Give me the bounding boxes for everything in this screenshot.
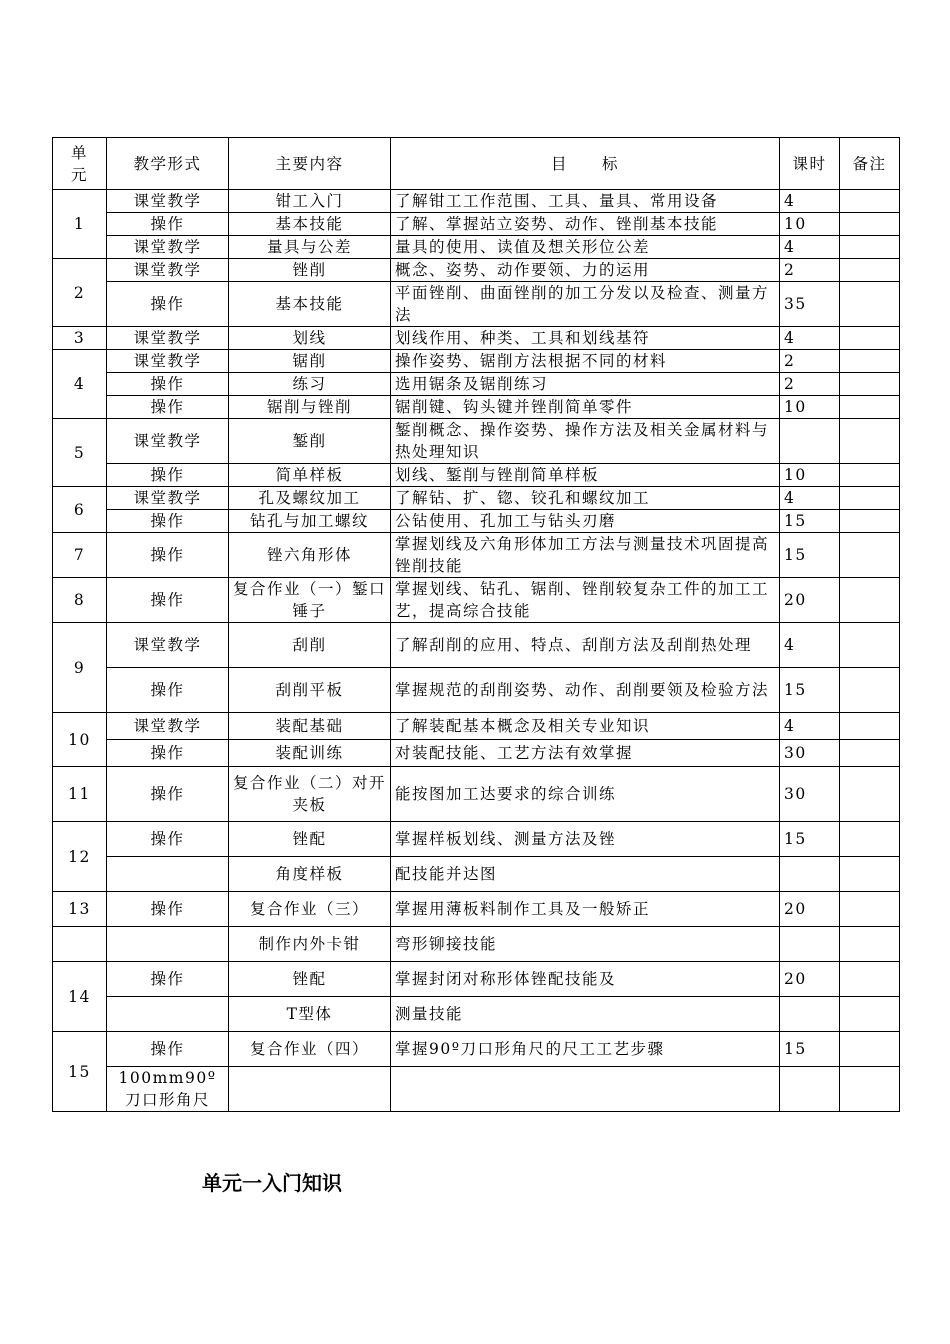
unit-number: 13	[53, 892, 107, 927]
lesson-goal: 掌握90º刀口形角尺的尺工工艺步骤	[391, 1032, 780, 1067]
lesson-form: 操作	[107, 533, 229, 578]
table-row	[53, 396, 900, 419]
lesson-hours: 20	[780, 892, 840, 927]
header-unit-line1: 单	[70, 143, 88, 162]
table-row	[53, 927, 900, 962]
lesson-form	[107, 857, 229, 892]
lesson-note	[840, 236, 900, 259]
unit-number: 3	[53, 327, 107, 350]
lesson-note	[840, 533, 900, 578]
lesson-form: 操作	[107, 373, 229, 396]
table-row	[53, 740, 900, 767]
lesson-content: 錾削	[229, 419, 391, 464]
table-row	[53, 487, 900, 510]
lesson-note	[840, 190, 900, 213]
lesson-goal: 弯形铆接技能	[391, 927, 780, 962]
lesson-hours: 15	[780, 822, 840, 857]
lesson-goal: 平面锉削、曲面锉削的加工分发以及检查、测量方法	[391, 282, 780, 327]
lesson-goal: 掌握封闭对称形体锉配技能及	[391, 962, 780, 997]
lesson-content: 量具与公差	[229, 236, 391, 259]
lesson-content: 复合作业（一）錾口锤子	[229, 578, 391, 623]
unit-number: 11	[53, 767, 107, 822]
lesson-hours: 30	[780, 767, 840, 822]
unit-number: 2	[53, 259, 107, 327]
lesson-note	[840, 396, 900, 419]
lesson-note	[840, 997, 900, 1032]
lesson-hours	[780, 1067, 840, 1112]
table-row	[53, 668, 900, 713]
lesson-note	[840, 857, 900, 892]
lesson-content: 划线	[229, 327, 391, 350]
lesson-note	[840, 578, 900, 623]
lesson-content: 制作内外卡钳	[229, 927, 391, 962]
lesson-goal: 了解刮削的应用、特点、刮削方法及刮削热处理	[391, 623, 780, 668]
lesson-form: 课堂教学	[107, 487, 229, 510]
lesson-hours: 10	[780, 213, 840, 236]
table-row	[53, 510, 900, 533]
table-row	[53, 713, 900, 740]
lesson-content: 角度样板	[229, 857, 391, 892]
lesson-form	[107, 997, 229, 1032]
lesson-note	[840, 1032, 900, 1067]
table-row	[53, 767, 900, 822]
table-row	[53, 327, 900, 350]
lesson-note	[840, 713, 900, 740]
lesson-goal: 划线作用、种类、工具和划线基符	[391, 327, 780, 350]
lesson-note	[840, 822, 900, 857]
table-row	[53, 373, 900, 396]
lesson-goal: 概念、姿势、动作要领、力的运用	[391, 259, 780, 282]
lesson-content: 复合作业（三）	[229, 892, 391, 927]
unit-number: 7	[53, 533, 107, 578]
lesson-hours: 15	[780, 533, 840, 578]
lesson-form: 操作	[107, 213, 229, 236]
lesson-goal: 了解钳工工作范围、工具、量具、常用设备	[391, 190, 780, 213]
lesson-content: 刮削平板	[229, 668, 391, 713]
table-row	[53, 190, 900, 213]
lesson-goal: 选用锯条及锯削练习	[391, 373, 780, 396]
lesson-content: 锉削	[229, 259, 391, 282]
header-note: 备注	[840, 138, 900, 190]
lesson-form: 操作	[107, 1032, 229, 1067]
lesson-hours: 10	[780, 396, 840, 419]
header-form: 教学形式	[107, 138, 229, 190]
lesson-hours: 2	[780, 259, 840, 282]
lesson-hours	[780, 927, 840, 962]
unit-number: 4	[53, 350, 107, 419]
lesson-note	[840, 510, 900, 533]
table-row	[53, 350, 900, 373]
lesson-goal: 能按图加工达要求的综合训练	[391, 767, 780, 822]
table-row	[53, 623, 900, 668]
lesson-form: 课堂教学	[107, 327, 229, 350]
lesson-note	[840, 464, 900, 487]
lesson-hours: 4	[780, 623, 840, 668]
lesson-note	[840, 767, 900, 822]
lesson-goal: 了解装配基本概念及相关专业知识	[391, 713, 780, 740]
table-row	[53, 822, 900, 857]
lesson-form: 操作	[107, 578, 229, 623]
unit-number: 8	[53, 578, 107, 623]
lesson-note	[840, 1067, 900, 1112]
table-row	[53, 1067, 900, 1112]
table-row	[53, 259, 900, 282]
header-row	[53, 138, 900, 190]
lesson-note	[840, 259, 900, 282]
lesson-content: 刮削	[229, 623, 391, 668]
table-row	[53, 857, 900, 892]
lesson-form: 操作	[107, 464, 229, 487]
lesson-goal	[391, 1067, 780, 1112]
lesson-form: 操作	[107, 892, 229, 927]
unit-number: 1	[53, 190, 107, 259]
section-title: 单元一入门知识	[202, 1171, 342, 1195]
lesson-hours	[780, 857, 840, 892]
lesson-content: 复合作业（二）对开夹板	[229, 767, 391, 822]
lesson-note	[840, 668, 900, 713]
table-row	[53, 997, 900, 1032]
header-unit	[53, 138, 107, 190]
lesson-hours: 15	[780, 668, 840, 713]
table-row	[53, 464, 900, 487]
lesson-content: 锉六角形体	[229, 533, 391, 578]
lesson-goal: 了解、掌握站立姿势、动作、锉削基本技能	[391, 213, 780, 236]
lesson-note	[840, 962, 900, 997]
lesson-note	[840, 282, 900, 327]
table-row	[53, 892, 900, 927]
table-body	[53, 190, 900, 1112]
lesson-content: 钻孔与加工螺纹	[229, 510, 391, 533]
lesson-note	[840, 927, 900, 962]
lesson-hours: 4	[780, 327, 840, 350]
lesson-hours	[780, 419, 840, 464]
lesson-content: T型体	[229, 997, 391, 1032]
lesson-hours: 20	[780, 578, 840, 623]
lesson-goal: 公钻使用、孔加工与钻头刃磨	[391, 510, 780, 533]
curriculum-table	[52, 137, 900, 1112]
lesson-content: 基本技能	[229, 282, 391, 327]
lesson-note	[840, 213, 900, 236]
table-row	[53, 533, 900, 578]
lesson-content: 装配基础	[229, 713, 391, 740]
lesson-form: 100mm90º刀口形角尺	[107, 1067, 229, 1112]
lesson-hours: 15	[780, 1032, 840, 1067]
lesson-content: 锯削与锉削	[229, 396, 391, 419]
lesson-content	[229, 1067, 391, 1112]
lesson-content: 孔及螺纹加工	[229, 487, 391, 510]
lesson-hours: 35	[780, 282, 840, 327]
lesson-hours: 4	[780, 190, 840, 213]
lesson-content: 装配训练	[229, 740, 391, 767]
lesson-form: 课堂教学	[107, 190, 229, 213]
lesson-goal: 配技能并达图	[391, 857, 780, 892]
lesson-form: 操作	[107, 668, 229, 713]
lesson-goal: 了解钻、扩、锪、铰孔和螺纹加工	[391, 487, 780, 510]
unit-number: 6	[53, 487, 107, 533]
lesson-hours: 4	[780, 487, 840, 510]
lesson-form: 课堂教学	[107, 419, 229, 464]
unit-number: 5	[53, 419, 107, 487]
lesson-note	[840, 487, 900, 510]
lesson-form: 课堂教学	[107, 236, 229, 259]
lesson-form: 课堂教学	[107, 623, 229, 668]
lesson-form: 操作	[107, 510, 229, 533]
lesson-form: 操作	[107, 962, 229, 997]
unit-number: 14	[53, 962, 107, 1032]
lesson-note	[840, 327, 900, 350]
lesson-hours: 2	[780, 350, 840, 373]
lesson-hours: 30	[780, 740, 840, 767]
lesson-form: 课堂教学	[107, 713, 229, 740]
lesson-goal: 锯削键、钩头键并锉削简单零件	[391, 396, 780, 419]
lesson-hours: 4	[780, 236, 840, 259]
lesson-note	[840, 892, 900, 927]
lesson-hours: 10	[780, 464, 840, 487]
lesson-goal: 操作姿势、锯削方法根据不同的材料	[391, 350, 780, 373]
lesson-form	[107, 927, 229, 962]
lesson-content: 基本技能	[229, 213, 391, 236]
lesson-goal: 掌握规范的刮削姿势、动作、刮削要领及检验方法	[391, 668, 780, 713]
lesson-form: 操作	[107, 767, 229, 822]
unit-number: 9	[53, 623, 107, 713]
header-goal: 目 标	[391, 138, 780, 190]
table-row	[53, 213, 900, 236]
unit-number: 15	[53, 1032, 107, 1112]
lesson-hours	[780, 997, 840, 1032]
lesson-note	[840, 373, 900, 396]
unit-number: 10	[53, 713, 107, 767]
lesson-hours: 15	[780, 510, 840, 533]
lesson-goal: 掌握划线、钻孔、锯削、锉削较复杂工件的加工工艺，提高综合技能	[391, 578, 780, 623]
table-row	[53, 962, 900, 997]
lesson-note	[840, 623, 900, 668]
table-row	[53, 236, 900, 259]
lesson-content: 钳工入门	[229, 190, 391, 213]
lesson-content: 锉配	[229, 962, 391, 997]
lesson-note	[840, 350, 900, 373]
lesson-note	[840, 740, 900, 767]
lesson-hours: 20	[780, 962, 840, 997]
lesson-content: 锉配	[229, 822, 391, 857]
table-row	[53, 578, 900, 623]
lesson-content: 复合作业（四）	[229, 1032, 391, 1067]
lesson-form: 操作	[107, 396, 229, 419]
lesson-goal: 掌握划线及六角形体加工方法与测量技术巩固提高锉削技能	[391, 533, 780, 578]
lesson-goal: 对装配技能、工艺方法有效掌握	[391, 740, 780, 767]
lesson-form: 操作	[107, 822, 229, 857]
lesson-content: 练习	[229, 373, 391, 396]
lesson-hours: 4	[780, 713, 840, 740]
table-row	[53, 1032, 900, 1067]
header-content: 主要内容	[229, 138, 391, 190]
lesson-hours: 2	[780, 373, 840, 396]
lesson-goal: 测量技能	[391, 997, 780, 1032]
lesson-form: 课堂教学	[107, 259, 229, 282]
unit-number: 12	[53, 822, 107, 892]
lesson-note	[840, 419, 900, 464]
header-hours: 课时	[780, 138, 840, 190]
unit-number	[53, 927, 107, 962]
header-unit-line2: 元	[70, 165, 88, 184]
lesson-form: 操作	[107, 282, 229, 327]
lesson-goal: 掌握样板划线、测量方法及锉	[391, 822, 780, 857]
lesson-content: 锯削	[229, 350, 391, 373]
table-row	[53, 419, 900, 464]
lesson-goal: 量具的使用、读值及想关形位公差	[391, 236, 780, 259]
lesson-content: 简单样板	[229, 464, 391, 487]
table-row	[53, 282, 900, 327]
lesson-goal: 錾削概念、操作姿势、操作方法及相关金属材料与热处理知识	[391, 419, 780, 464]
lesson-form: 课堂教学	[107, 350, 229, 373]
lesson-goal: 划线、錾削与锉削简单样板	[391, 464, 780, 487]
lesson-form: 操作	[107, 740, 229, 767]
lesson-goal: 掌握用薄板料制作工具及一般矫正	[391, 892, 780, 927]
